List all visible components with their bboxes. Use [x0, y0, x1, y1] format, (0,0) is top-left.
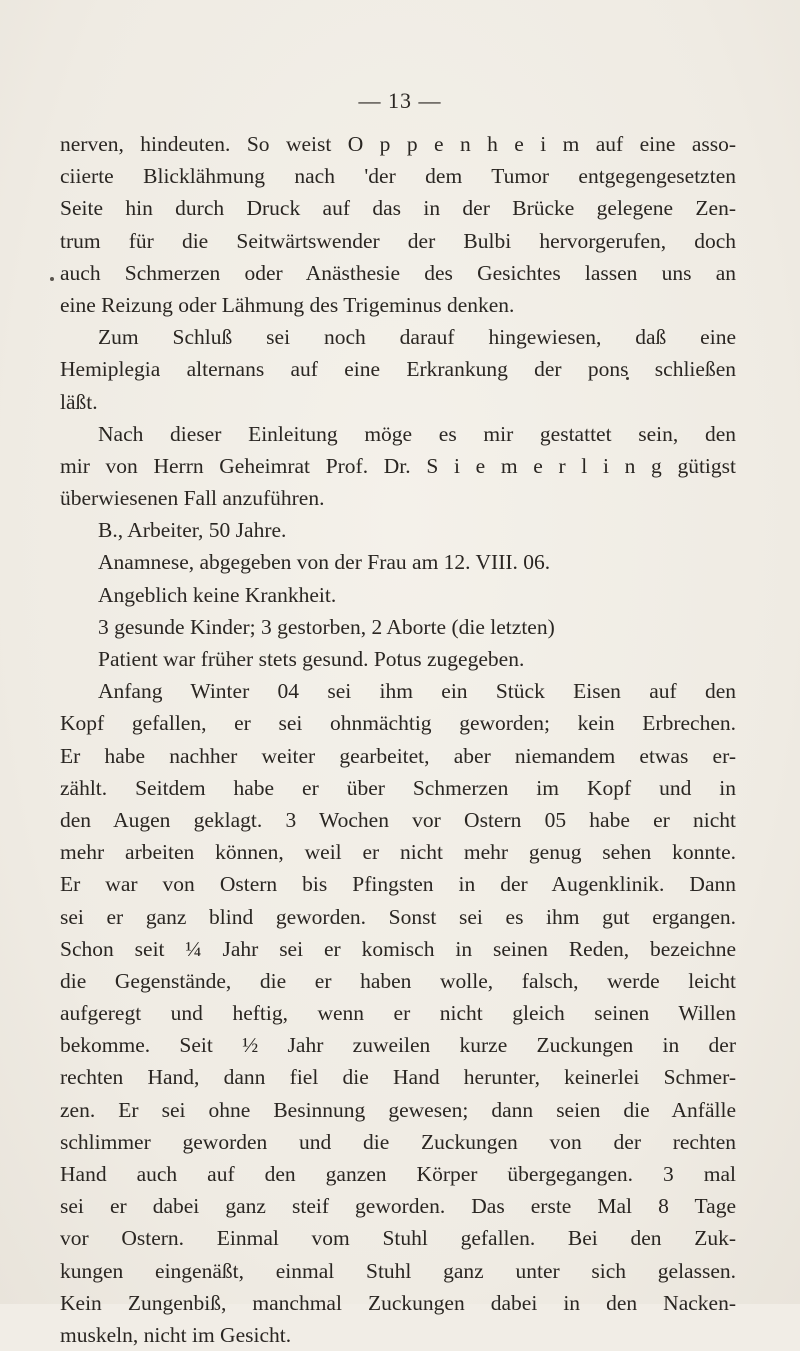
text-line: Hand auch auf den ganzen Körper übergegangen. 3 mal	[60, 1162, 736, 1186]
text-line: 3 gesunde Kinder; 3 gestorben, 2 Aborte (die letzten)	[98, 614, 555, 639]
text-line: rechten Hand, dann fiel die Hand herunter, keinerlei Schmer-	[60, 1065, 736, 1090]
text-line: trum für die Seitwärtswender der Bulbi hervorgerufen, doch	[60, 228, 736, 253]
text-line: schlimmer geworden und die Zuckungen von der rechten	[60, 1129, 736, 1154]
text-line: überwiesenen Fall anzuführen.	[60, 486, 325, 511]
text-line: muskeln, nicht im Gesicht.	[60, 1322, 292, 1347]
text-line: Er habe nachher weiter gearbeitet, aber niemandem etwas er-	[60, 743, 736, 768]
text-line: Er war von Ostern bis Pfingsten in der Augenklinik. Dann	[60, 872, 736, 897]
text-line: vor Ostern. Einmal vom Stuhl gefallen. Bei den Zuk-	[60, 1226, 736, 1251]
text-line: B., Arbeiter, 50 Jahre.	[98, 518, 287, 543]
text-line: Kopf gefallen, er sei ohnmächtig geworden; kein Erbrechen.	[60, 711, 736, 736]
text-line: zählt. Seitdem habe er über Schmerzen im Kopf und in	[60, 775, 736, 800]
text-line: Anamnese, abgegeben von der Frau am 12. VIII. 06.	[98, 550, 551, 575]
margin-mark	[50, 277, 54, 281]
page-number: — 13 —	[358, 88, 442, 113]
text-line: Kein Zungenbiß, manchmal Zuckungen dabei in den Nacken-	[60, 1290, 736, 1315]
text-line: sei er dabei ganz steif geworden. Das erste Mal 8 Tage	[60, 1194, 736, 1219]
text-line: aufgeregt und heftig, wenn er nicht gleich seinen Willen	[60, 1001, 736, 1026]
text-line: ciierte Blicklähmung nach 'der dem Tumor entgegengesetzten	[60, 164, 736, 189]
text-line: nerven, hindeuten. So weist O p p e n h e i m auf eine asso-	[60, 132, 736, 156]
text-line: bekomme. Seit ½ Jahr zuweilen kurze Zuckungen in der	[60, 1033, 736, 1058]
text-line: kungen eingenäßt, einmal Stuhl ganz unter sich gelassen.	[60, 1258, 736, 1283]
text-line: Zum Schluß sei noch darauf hingewiesen, daß eine	[98, 325, 736, 350]
text-line: läßt.	[60, 389, 98, 414]
text-line: Patient war früher stets gesund. Potus zugegeben.	[98, 647, 525, 671]
text-line: mehr arbeiten können, weil er nicht mehr genug sehen konnte.	[60, 840, 736, 865]
text-line: Nach dieser Einleitung möge es mir gestattet sein, den	[98, 421, 736, 446]
body-text	[60, 128, 736, 1351]
text-line: Angeblich keine Krankheit.	[98, 582, 337, 607]
text-line: sei er ganz blind geworden. Sonst sei es ihm gut ergangen.	[60, 904, 736, 929]
text-line: eine Reizung oder Lähmung des Trigeminus denken.	[60, 292, 515, 317]
text-line: die Gegenstände, die er haben wolle, falsch, werde leicht	[60, 968, 736, 993]
text-line: zen. Er sei ohne Besinnung gewesen; dann seien die Anfälle	[60, 1097, 736, 1122]
text-line: Seite hin durch Druck auf das in der Brücke gelegene Zen-	[60, 196, 736, 221]
text-line: Schon seit ¼ Jahr sei er komisch in seinen Reden, bezeichne	[60, 936, 736, 961]
text-line: den Augen geklagt. 3 Wochen vor Ostern 05 habe er nicht	[60, 807, 736, 832]
text-line: auch Schmerzen oder Anästhesie des Gesichtes lassen uns an	[60, 260, 736, 285]
text-line: Anfang Winter 04 sei ihm ein Stück Eisen auf den	[98, 679, 736, 704]
text-line: mir von Herrn Geheimrat Prof. Dr. S i e m e r l i n g gütigst	[60, 453, 736, 478]
text-line: Hemiplegia alternans auf eine Erkrankung der pons schließen	[60, 357, 736, 382]
